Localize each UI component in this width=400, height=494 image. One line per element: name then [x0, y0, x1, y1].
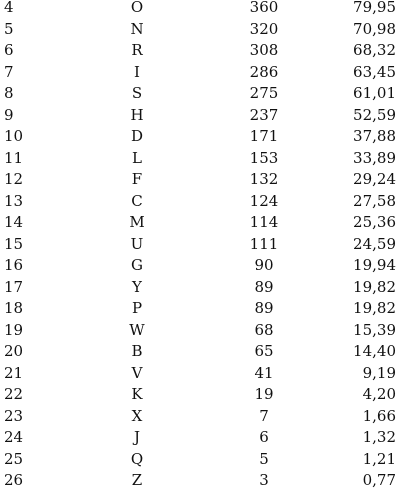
count-cell: 171	[249, 127, 279, 145]
rank-cell: 10	[4, 127, 24, 145]
table-row	[0, 406, 400, 428]
count-cell: 5	[259, 449, 269, 468]
percent-cell: 1,32	[362, 428, 396, 446]
percent-cell: 68,32	[353, 41, 396, 59]
count-cell: 275	[249, 84, 279, 102]
rank-cell: 5	[4, 19, 14, 38]
percent-cell: 19,82	[353, 299, 396, 317]
letter-cell: X	[131, 406, 143, 425]
rank-cell: 26	[4, 471, 24, 489]
rank-cell: 7	[4, 62, 14, 81]
rank-cell: 14	[4, 213, 24, 231]
rank-cell: 18	[4, 299, 24, 317]
letter-cell: R	[131, 41, 143, 59]
percent-cell: 79,95	[353, 0, 396, 16]
table-row	[0, 449, 400, 471]
percent-cell: 33,89	[353, 148, 396, 167]
table-row	[0, 169, 400, 191]
letter-cell: P	[131, 299, 143, 317]
letter-cell: I	[134, 62, 140, 81]
table-row	[0, 83, 400, 105]
percent-cell: 1,66	[362, 406, 396, 425]
count-cell: 153	[249, 148, 279, 167]
rank-cell: 21	[4, 363, 24, 382]
rank-cell: 12	[4, 170, 24, 188]
rank-cell: 4	[4, 0, 14, 16]
count-cell: 90	[254, 256, 274, 274]
percent-cell: 0,77	[362, 471, 396, 489]
percent-cell: 1,21	[362, 449, 396, 468]
rank-cell: 25	[4, 449, 24, 468]
rank-cell: 19	[4, 320, 24, 339]
count-cell: 19	[254, 385, 274, 403]
letter-cell: J	[133, 428, 140, 446]
rank-cell: 23	[4, 406, 24, 425]
percent-cell: 63,45	[353, 62, 396, 81]
table-row	[0, 470, 400, 492]
letter-cell: L	[132, 148, 142, 167]
rank-cell: 9	[4, 105, 14, 124]
letter-cell: Q	[130, 449, 144, 468]
letter-cell: C	[131, 191, 143, 210]
percent-cell: 29,24	[353, 170, 396, 188]
table-row	[0, 363, 400, 385]
count-cell: 308	[249, 41, 279, 59]
letter-cell: W	[129, 320, 145, 339]
table-row	[0, 427, 400, 449]
table-row	[0, 255, 400, 277]
letter-cell: U	[130, 234, 144, 253]
percent-cell: 70,98	[353, 19, 396, 38]
table-row	[0, 105, 400, 127]
count-cell: 360	[249, 0, 279, 16]
count-cell: 111	[249, 234, 279, 253]
rank-cell: 17	[4, 277, 24, 296]
percent-cell: 4,20	[362, 385, 396, 403]
count-cell: 124	[249, 191, 279, 210]
count-cell: 7	[259, 406, 269, 425]
percent-cell: 52,59	[353, 105, 396, 124]
percent-cell: 25,36	[353, 213, 396, 231]
rank-cell: 15	[4, 234, 24, 253]
percent-cell: 15,39	[353, 320, 396, 339]
rank-cell: 24	[4, 428, 24, 446]
count-cell: 41	[254, 363, 274, 382]
letter-cell: H	[130, 105, 144, 124]
rank-cell: 22	[4, 385, 24, 403]
percent-cell: 19,94	[353, 256, 396, 274]
table-row	[0, 341, 400, 363]
table-row	[0, 0, 400, 19]
percent-cell: 14,40	[353, 342, 396, 360]
rank-cell: 6	[4, 41, 14, 59]
letter-cell: O	[130, 0, 144, 16]
letter-cell: N	[130, 19, 144, 38]
percent-cell: 9,19	[362, 363, 396, 382]
rank-cell: 13	[4, 191, 24, 210]
percent-cell: 19,82	[353, 277, 396, 296]
table-row	[0, 384, 400, 406]
count-cell: 65	[254, 342, 274, 360]
table-row	[0, 320, 400, 342]
table-row	[0, 126, 400, 148]
count-cell: 286	[249, 62, 279, 81]
letter-cell: D	[130, 127, 144, 145]
count-cell: 6	[259, 428, 269, 446]
percent-cell: 61,01	[353, 84, 396, 102]
percent-cell: 37,88	[353, 127, 396, 145]
letter-cell: B	[131, 342, 143, 360]
table-row	[0, 148, 400, 170]
letter-cell: Z	[131, 471, 143, 489]
count-cell: 114	[249, 213, 279, 231]
rank-cell: 11	[4, 148, 24, 167]
count-cell: 237	[249, 105, 279, 124]
table-row	[0, 62, 400, 84]
count-cell: 68	[254, 320, 274, 339]
count-cell: 132	[249, 170, 279, 188]
rank-cell: 8	[4, 84, 14, 102]
table-row	[0, 298, 400, 320]
percent-cell: 24,59	[353, 234, 396, 253]
letter-cell: S	[131, 84, 143, 102]
count-cell: 320	[249, 19, 279, 38]
count-cell: 3	[259, 471, 269, 489]
count-cell: 89	[254, 277, 274, 296]
rank-cell: 16	[4, 256, 24, 274]
letter-cell: Y	[132, 277, 142, 296]
count-cell: 89	[254, 299, 274, 317]
letter-cell: K	[131, 385, 143, 403]
letter-cell: M	[129, 213, 145, 231]
table-row	[0, 212, 400, 234]
table-row	[0, 277, 400, 299]
table-row	[0, 19, 400, 41]
percent-cell: 27,58	[353, 191, 396, 210]
letter-cell: G	[131, 256, 143, 274]
table-row	[0, 234, 400, 256]
table-row	[0, 40, 400, 62]
rank-cell: 20	[4, 342, 24, 360]
letter-cell: V	[131, 363, 143, 382]
table-row	[0, 191, 400, 213]
letter-cell: F	[131, 170, 143, 188]
